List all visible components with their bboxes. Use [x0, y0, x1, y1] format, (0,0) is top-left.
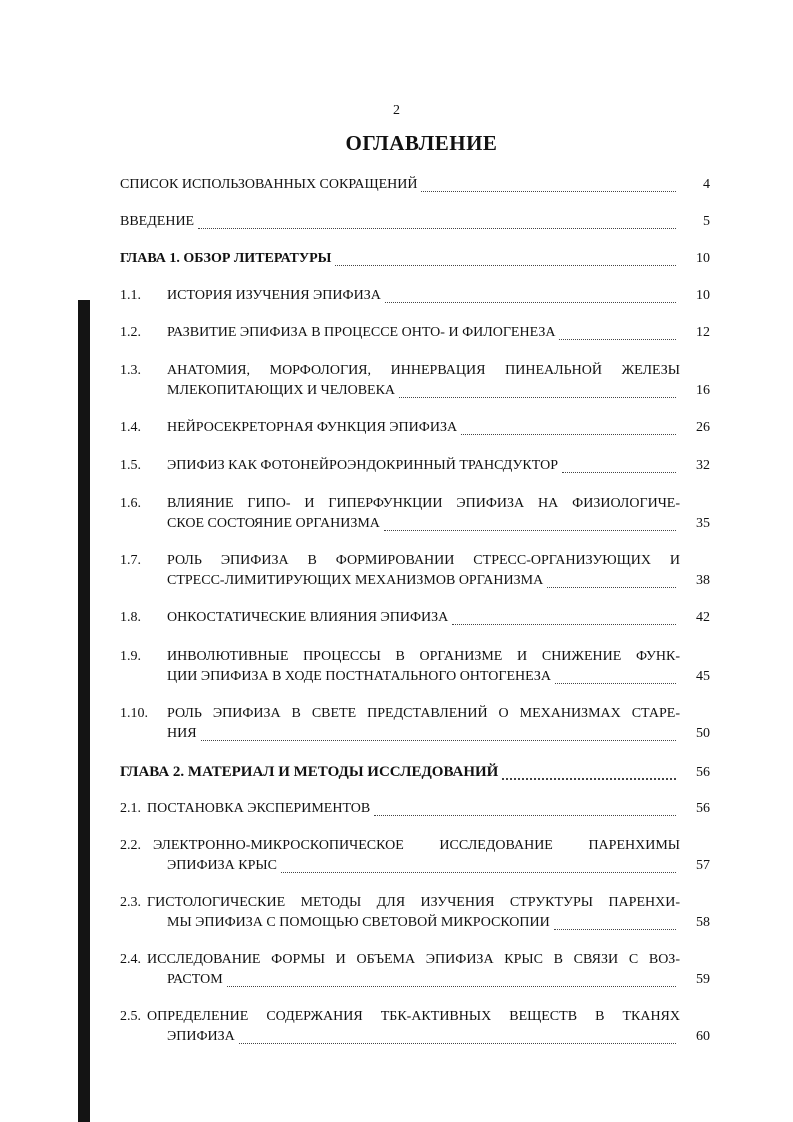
entry-number: 1.2. — [120, 325, 141, 340]
entry-page: 35 — [696, 516, 710, 531]
dot-leader — [562, 458, 676, 473]
entry-text-continued: ЦИИ ЭПИФИЗА В ХОДЕ ПОСТНАТАЛЬНОГО ОНТОГЕНЕЗА — [167, 669, 551, 684]
toc-entry-abbreviations — [120, 175, 710, 195]
entry-text: ГЛАВА 1. ОБЗОР ЛИТЕРАТУРЫ — [120, 251, 332, 266]
toc-entry-2-3 — [120, 893, 710, 933]
dot-leader — [239, 1029, 676, 1044]
entry-text: АНАТОМИЯ, МОРФОЛОГИЯ, ИННЕРВАЦИЯ ПИНЕАЛЬНОЙ ЖЕЛЕЗЫ — [167, 363, 680, 378]
entry-text: ИСТОРИЯ ИЗУЧЕНИЯ ЭПИФИЗА — [167, 288, 381, 303]
toc-entry-1-9 — [120, 647, 710, 687]
entry-number: 1.3. — [120, 363, 141, 378]
entry-page: 5 — [703, 214, 710, 229]
entry-text: СПИСОК ИСПОЛЬЗОВАННЫХ СОКРАЩЕНИЙ — [120, 177, 418, 192]
toc-entry-1-4 — [120, 418, 710, 438]
dot-leader — [227, 972, 676, 987]
entry-text: ОПРЕДЕЛЕНИЕ СОДЕРЖАНИЯ ТБК-АКТИВНЫХ ВЕЩЕСТВ В ТКАНЯХ — [147, 1009, 680, 1024]
entry-text: ОНКОСТАТИЧЕСКИЕ ВЛИЯНИЯ ЭПИФИЗА — [167, 610, 449, 625]
entry-page: 59 — [696, 972, 710, 987]
toc-entry-1-10 — [120, 704, 710, 744]
entry-text: ЭЛЕКТРОННО-МИКРОСКОПИЧЕСКОЕ ИССЛЕДОВАНИЕ ПАРЕНХИМЫ — [153, 838, 680, 853]
entry-page: 57 — [696, 858, 710, 873]
toc-entry-1-3 — [120, 361, 710, 401]
dot-leader — [198, 214, 676, 229]
entry-page: 10 — [696, 251, 710, 266]
scan-shadow-edge — [78, 300, 90, 1122]
entry-page: 45 — [696, 669, 710, 684]
entry-text: НЕЙРОСЕКРЕТОРНАЯ ФУНКЦИЯ ЭПИФИЗА — [167, 420, 458, 435]
entry-page: 38 — [696, 573, 710, 588]
entry-text-continued: СКОЕ СОСТОЯНИЕ ОРГАНИЗМА — [167, 516, 380, 531]
dot-leader — [281, 858, 676, 873]
entry-number: 2.1. — [120, 801, 141, 816]
entry-page: 32 — [696, 458, 710, 473]
dot-leader — [502, 764, 676, 780]
entry-number: 1.8. — [120, 610, 141, 625]
dot-leader — [461, 420, 676, 435]
entry-page: 4 — [703, 177, 710, 192]
dot-leader — [547, 573, 676, 588]
entry-number: 1.10. — [120, 706, 148, 721]
toc-entry-2-2 — [120, 836, 710, 876]
toc-entry-1-2 — [120, 323, 710, 343]
toc-entry-2-4 — [120, 950, 710, 990]
toc-entry-chapter-1 — [120, 249, 710, 269]
dot-leader — [385, 288, 676, 303]
page-number: 2 — [393, 103, 400, 118]
entry-text: ИНВОЛЮТИВНЫЕ ПРОЦЕССЫ В ОРГАНИЗМЕ И СНИЖЕНИЕ ФУНК- — [167, 649, 680, 664]
toc-entry-1-6 — [120, 494, 710, 534]
entry-page: 56 — [696, 801, 710, 816]
entry-text: ВВЕДЕНИЕ — [120, 214, 195, 229]
entry-page: 12 — [696, 325, 710, 340]
entry-number: 1.1. — [120, 288, 141, 303]
dot-leader — [335, 251, 676, 266]
entry-text: ГЛАВА 2. МАТЕРИАЛ И МЕТОДЫ ИССЛЕДОВАНИЙ — [120, 764, 499, 780]
toc-entry-chapter-2 — [120, 762, 710, 783]
entry-number: 2.3. — [120, 895, 141, 910]
dot-leader — [452, 610, 676, 625]
dot-leader — [384, 516, 676, 531]
toc-entry-1-5 — [120, 456, 710, 476]
entry-page: 60 — [696, 1029, 710, 1044]
dot-leader — [421, 177, 676, 192]
entry-page: 10 — [696, 288, 710, 303]
entry-number: 2.4. — [120, 952, 141, 967]
entry-text-continued: МЫ ЭПИФИЗА С ПОМОЩЬЮ СВЕТОВОЙ МИКРОСКОПИИ — [167, 915, 550, 930]
entry-number: 2.2. — [120, 838, 141, 853]
toc-entry-2-1 — [120, 799, 710, 819]
dot-leader — [559, 325, 676, 340]
entry-number: 1.6. — [120, 496, 141, 511]
toc-entry-introduction — [120, 212, 710, 232]
entry-text: ВЛИЯНИЕ ГИПО- И ГИПЕРФУНКЦИИ ЭПИФИЗА НА ФИЗИОЛОГИЧЕ- — [167, 496, 680, 511]
entry-page: 50 — [696, 726, 710, 741]
entry-text-continued: ЭПИФИЗА КРЫС — [167, 858, 277, 873]
entry-text-continued: СТРЕСС-ЛИМИТИРУЮЩИХ МЕХАНИЗМОВ ОРГАНИЗМА — [167, 573, 544, 588]
entry-number: 1.9. — [120, 649, 141, 664]
entry-text: ИССЛЕДОВАНИЕ ФОРМЫ И ОБЪЕМА ЭПИФИЗА КРЫС В СВЯЗИ С ВОЗ- — [147, 952, 680, 967]
entry-text-continued: РАСТОМ — [167, 972, 223, 987]
entry-number: 1.7. — [120, 553, 141, 568]
dot-leader — [201, 726, 676, 741]
toc-entry-2-5 — [120, 1007, 710, 1047]
dot-leader — [554, 915, 676, 930]
entry-page: 16 — [696, 383, 710, 398]
toc-entry-1-8 — [120, 608, 710, 628]
entry-number: 2.5. — [120, 1009, 141, 1024]
entry-page: 26 — [696, 420, 710, 435]
entry-page: 56 — [696, 765, 710, 780]
entry-text: ГИСТОЛОГИЧЕСКИЕ МЕТОДЫ ДЛЯ ИЗУЧЕНИЯ СТРУКТУРЫ ПАРЕНХИ- — [147, 895, 680, 910]
entry-text: РОЛЬ ЭПИФИЗА В СВЕТЕ ПРЕДСТАВЛЕНИЙ О МЕХАНИЗМАХ СТАРЕ- — [167, 706, 680, 721]
entry-page: 42 — [696, 610, 710, 625]
entry-text-continued: МЛЕКОПИТАЮЩИХ И ЧЕЛОВЕКА — [167, 383, 396, 398]
dot-leader — [555, 669, 676, 684]
entry-text-continued: НИЯ — [167, 726, 197, 741]
entry-text: ЭПИФИЗ КАК ФОТОНЕЙРОЭНДОКРИННЫЙ ТРАНСДУКТОР — [167, 458, 559, 473]
toc-entry-1-1 — [120, 286, 710, 306]
entry-text-continued: ЭПИФИЗА — [167, 1029, 235, 1044]
entry-text: РАЗВИТИЕ ЭПИФИЗА В ПРОЦЕССЕ ОНТО- И ФИЛОГЕНЕЗА — [167, 325, 556, 340]
entry-number: 1.4. — [120, 420, 141, 435]
page-title: ОГЛАВЛЕНИЕ — [345, 131, 498, 155]
entry-text: ПОСТАНОВКА ЭКСПЕРИМЕНТОВ — [147, 801, 371, 816]
dot-leader — [374, 801, 676, 816]
dot-leader — [399, 383, 676, 398]
toc-entry-1-7 — [120, 551, 710, 591]
entry-number: 1.5. — [120, 458, 141, 473]
entry-text: РОЛЬ ЭПИФИЗА В ФОРМИРОВАНИИ СТРЕСС-ОРГАНИЗУЮЩИХ И — [167, 553, 680, 568]
entry-page: 58 — [696, 915, 710, 930]
